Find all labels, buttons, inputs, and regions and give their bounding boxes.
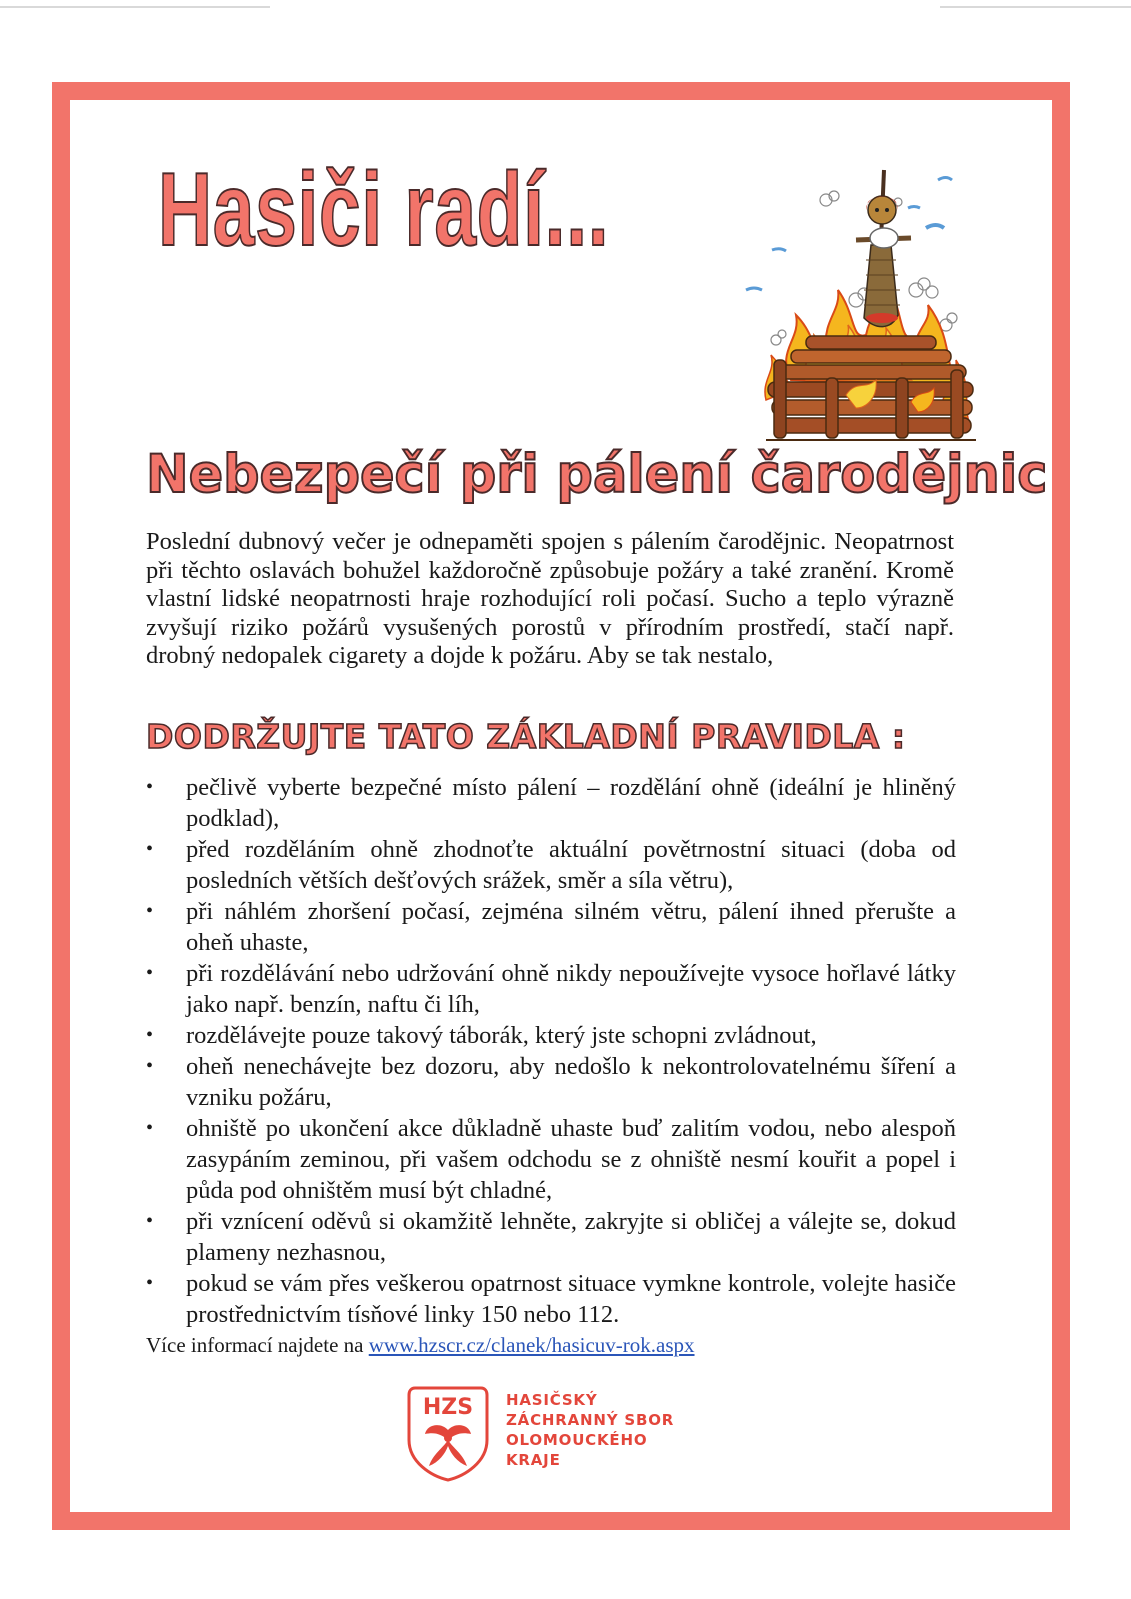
bullet: • xyxy=(146,776,154,798)
rule-text: pokud se vám přes veškerou opatrnost situace vymkne kontrole, volejte hasiče prostřednictvím tísňové linky 150 nebo 112. xyxy=(186,1270,956,1328)
rule-item xyxy=(146,1113,956,1206)
logo-abbreviation: HZS xyxy=(422,1395,474,1420)
scan-edge-line xyxy=(0,6,270,8)
logo-line: OLOMOUCKÉHO xyxy=(506,1431,648,1449)
rule-text: při vznícení oděvů si okamžitě lehněte, zakryjte si obličej a válejte se, dokud plameny nezhasnou, xyxy=(186,1208,956,1266)
hzs-emblem-icon xyxy=(403,1382,493,1482)
logo-text xyxy=(506,1390,674,1470)
bullet: • xyxy=(146,1272,154,1294)
bullet: • xyxy=(146,1024,154,1046)
poster-frame xyxy=(52,82,1070,1530)
logo-line: ZÁCHRANNÝ SBOR xyxy=(506,1411,675,1429)
bullet: • xyxy=(146,962,154,984)
rule-text: při náhlém zhoršení počasí, zejména silném větru, pálení ihned přerušte a oheň uhaste, xyxy=(186,898,956,956)
rule-text: oheň nenechávejte bez dozoru, aby nedošlo k nekontrolovatelnému šíření a vzniku požáru, xyxy=(186,1053,956,1111)
rule-item xyxy=(146,958,956,1020)
rule-text: ohniště po ukončení akce důkladně uhaste buď zalitím vodou, nebo alespoň zasypáním zeminou, při vašem odchodu se z ohniště nesmí kouřit a popel i půda pod ohništěm musí být chladné, xyxy=(186,1115,956,1204)
poster-title: Hasiči radí... xyxy=(158,152,610,268)
rule-text: pečlivě vyberte bezpečné místo pálení – rozdělání ohně (ideální je hliněný podklad), xyxy=(186,774,956,832)
rule-text: rozdělávejte pouze takový táborák, který jste schopni zvládnout, xyxy=(186,1022,817,1049)
scan-edge-line xyxy=(940,6,1131,8)
rule-text: při rozdělávání nebo udržování ohně nikdy nepoužívejte vysoce hořlavé látky jako např. benzín, naftu či líh, xyxy=(186,960,956,1018)
hzs-logo xyxy=(403,1382,703,1482)
bullet: • xyxy=(146,1210,154,1232)
rule-item xyxy=(146,772,956,834)
rule-item xyxy=(146,1020,956,1051)
rules-list xyxy=(146,772,956,1330)
rule-item xyxy=(146,1051,956,1113)
burning-witch-bonfire-illustration xyxy=(706,140,976,445)
intro-paragraph: Poslední dubnový večer je odnepaměti spojen s pálením čarodějnic. Neopatrnost při těchto oslavách bohužel každoročně způsobuje požáry a také zranění. Kromě vlastní lidské neopatrnosti hraje rozhodující roli počasí. Sucho a teplo výrazně zvyšují riziko požárů vysušených porostů v přírodním prostředí, stačí např. drobný nedopalek cigarety a dojde k požáru. Aby se tak nestalo, xyxy=(146,528,954,669)
rule-item xyxy=(146,834,956,896)
more-info-link[interactable]: www.hzscr.cz/clanek/hasicuv-rok.aspx xyxy=(368,1333,695,1357)
rule-item xyxy=(146,896,956,958)
bullet: • xyxy=(146,838,154,860)
more-info-prefix: Více informací najdete na xyxy=(146,1333,369,1357)
rule-text: před rozděláním ohně zhodnoťte aktuální povětrnostní situaci (doba od posledních větších dešťových srážek, směr a síla větru), xyxy=(186,836,956,894)
rule-item xyxy=(146,1206,956,1268)
bullet: • xyxy=(146,1055,154,1077)
rule-item xyxy=(146,1268,956,1330)
more-info-line xyxy=(146,1332,695,1358)
bullet: • xyxy=(146,900,154,922)
logo-line: KRAJE xyxy=(506,1451,561,1469)
bullet: • xyxy=(146,1117,154,1139)
poster-subtitle: Nebezpečí při pálení čarodějnic xyxy=(146,444,1048,505)
logo-line: HASIČSKÝ xyxy=(506,1391,598,1409)
rules-heading: DODRŽUJTE TATO ZÁKLADNÍ PRAVIDLA : xyxy=(146,717,906,756)
